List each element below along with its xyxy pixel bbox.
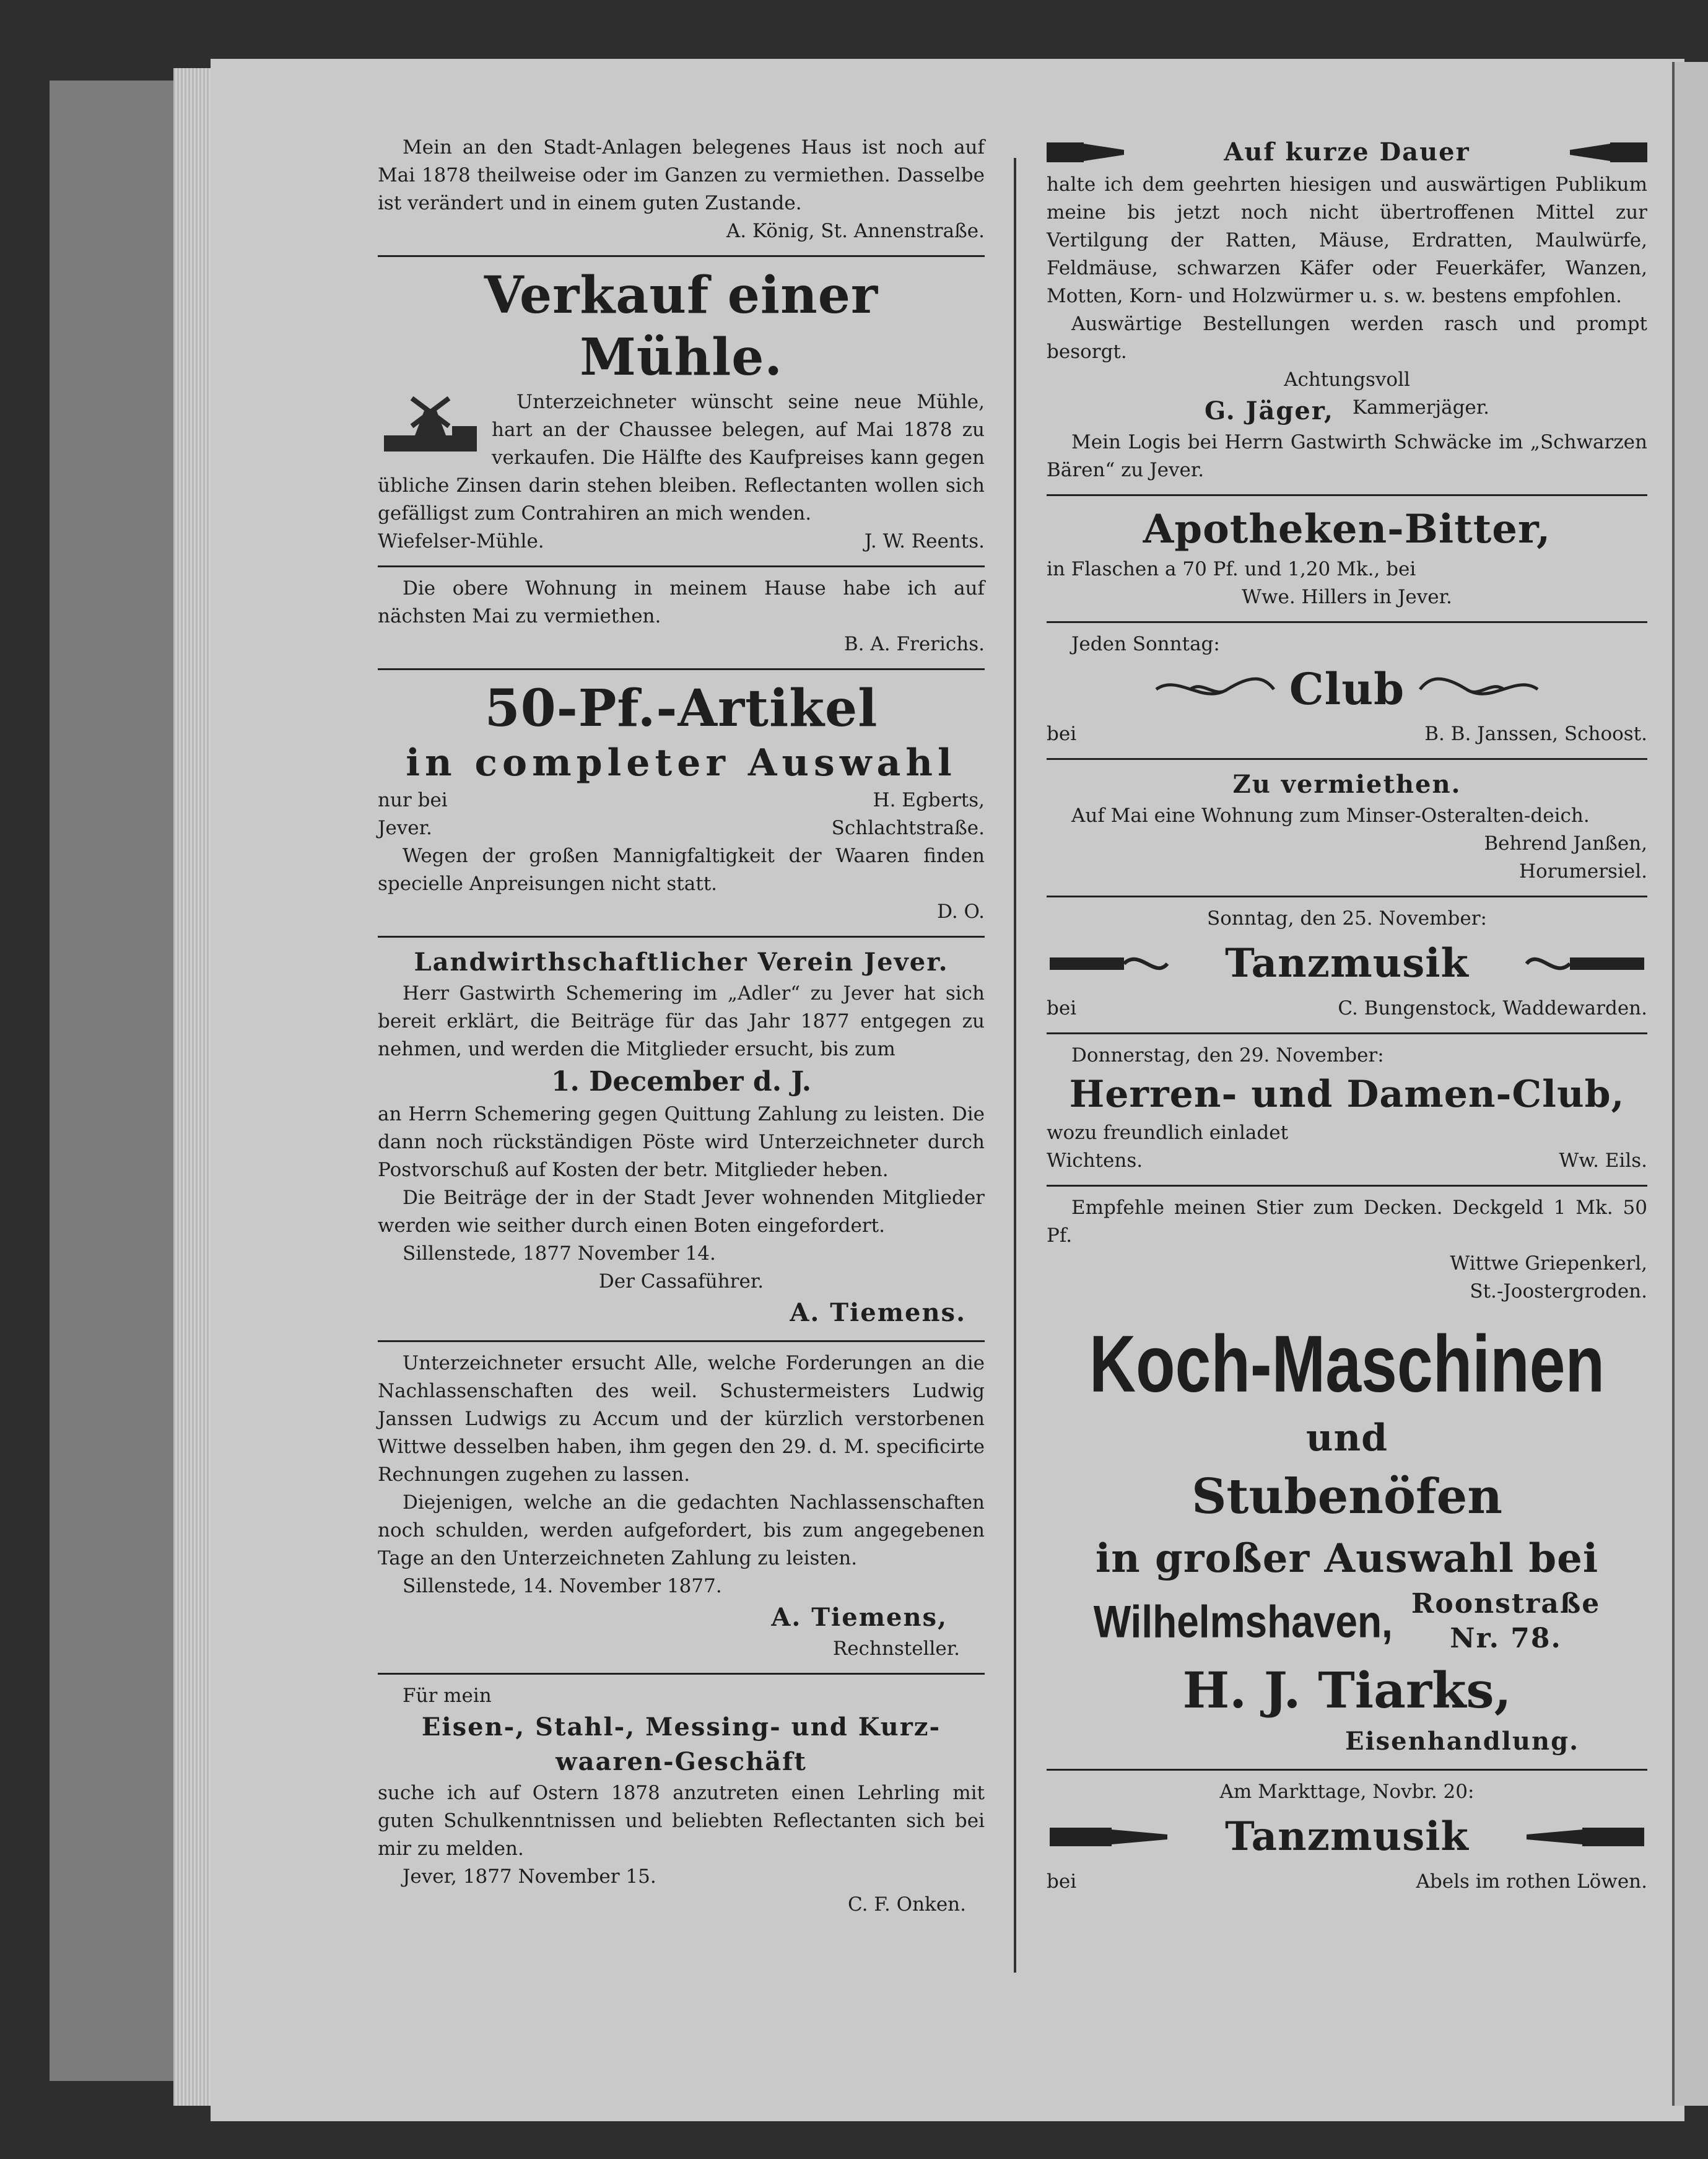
ad-text: Wegen der großen Mannigfaltigkeit der Waaren finden specielle Anpreisungen nicht statt. [378,845,985,895]
divider [378,936,985,938]
ad-date: 1. December d. J. [551,1066,812,1097]
windmill-icon [378,392,483,454]
divider [1047,896,1647,897]
ad-signature-row [1047,394,1647,429]
ad-text: an Herrn Schemering gegen Quittung Zahlung zu leisten. Die dann noch rückständigen Pöste wird Unterzeichneter durch Postvorschuß auf Kosten der betr. Mitglieder heben. [378,1103,985,1181]
divider [378,668,985,670]
ad-stoves [1047,1312,1647,1765]
ad-title: Auf kurze Dauer [1224,137,1470,167]
ad-signature: Wittwe Griepenkerl, [1450,1252,1647,1275]
ad-text: bei [1047,1870,1077,1893]
ad-text: Unterzeichneter ersucht Alle, welche Forderungen an die Nachlassenschaften des weil. Schustermeisters Ludwig Janssen Ludwigs zu Accum und der kürzlich verstorbenen Wittwe desselben haben, ihm gegen den 29. d. M. specificirte Rechnungen zugehen zu lassen. [378,1352,985,1486]
page-edges [173,68,211,2106]
ad-subtitle: in completer Auswahl [406,741,957,785]
divider [1047,1769,1647,1771]
ad-title: Verkauf einer Mühle. [484,266,879,387]
pointing-hand-right-icon [1047,134,1127,171]
divider [1047,494,1647,496]
ad-text: bei [1047,997,1077,1019]
pointing-hand-left-icon [1523,1818,1647,1856]
ad-signature: Behrend Janßen, [1484,832,1647,855]
divider [1047,758,1647,760]
ad-title: Club [1289,663,1405,715]
ad-text: halte ich dem geehrten hiesigen und auswärtigen Publikum meine bis jetzt noch nicht übertroffenen Mittel zur Vertilgung der Ratten, Mäuse, Erdratten, Maulwürfe, Feldmäuse, schwarzen Käfer oder Feuerkäfer, Wanzen, Motten, Korn- und Holzwürmer u. s. w. bestens empfohlen. [1047,173,1647,307]
ad-bitters [1047,500,1647,617]
right-column [1047,130,1647,1902]
ad-text: Die obere Wohnung in meinem Hause habe ich auf nächsten Mai zu vermiethen. [378,577,985,627]
ad-place: Sillenstede, 14. November 1877. [403,1575,722,1597]
ad-title: Herren- und Damen-Club, [1069,1073,1625,1116]
ad-place: Wichtens. [1047,1149,1143,1172]
divider [1047,1032,1647,1034]
ad-title: Koch-Maschinen [1089,1319,1605,1410]
book-spine [50,81,177,2081]
ad-signature: A. Tiemens. [790,1298,966,1327]
divider [378,565,985,567]
ad-signature: G. Jäger, [1204,396,1334,425]
divider [378,255,985,257]
ad-footer [1047,1147,1647,1175]
ad-title: Apotheken-Bitter, [1143,506,1551,552]
ad-street: Schlachtstraße. [831,817,985,839]
ad-pest-control [1047,130,1647,491]
ad-signature: A. König, St. Annenstraße. [726,220,985,242]
ad-place: Sillenstede, 1877 November 14. [403,1242,716,1265]
ad-header [1047,1806,1647,1868]
ad-line [378,787,985,814]
ad-footer [1047,720,1647,748]
pointing-hand-left-icon [1567,134,1647,171]
ad-title: Eisen-, Stahl-, Messing- und Kurz- [421,1712,941,1742]
ornament-icon [1153,671,1277,708]
ad-greeting: Achtungsvoll [1284,369,1410,391]
ad-title: Tanzmusik [1225,1813,1469,1860]
ad-text: und [1305,1416,1388,1460]
ad-upper-flat [378,571,985,665]
ad-role: Kammerjäger. [1352,396,1490,419]
ad-signature: Wwe. Hillers in Jever. [1242,586,1452,608]
ad-dance-sunday [1047,901,1647,1029]
ad-text: Herr Gastwirth Schemering im „Adler“ zu Jever hat sich bereit erklärt, die Beiträge für das Jahr 1877 entgegen zu nehmen, und werden die Mitglieder ersucht, bis zum [378,982,985,1060]
ad-trade: Eisenhandlung. [1344,1727,1579,1756]
ad-text: suche ich auf Ostern 1878 anzutreten einen Lehrling mit guten Schulkenntnissen und beliebten Reflectanten sich bei mir zu melden. [378,1782,985,1860]
ad-text: Jeden Sonntag: [1071,633,1220,655]
divider [378,1340,985,1342]
ad-text: Mein Logis bei Herrn Gastwirth Schwäcke im „Schwarzen Bären“ zu Jever. [1047,431,1647,481]
ad-text: in großer Auswahl bei [1095,1535,1599,1582]
ad-footer [378,528,985,556]
ad-place: Horumersiel. [1519,860,1647,883]
ad-house-rental [378,130,985,251]
ad-date: Donnerstag, den 29. November: [1071,1044,1384,1066]
ad-text: Mein an den Stadt-Anlagen belegenes Haus ist noch auf Mai 1878 theilweise oder im Ganzen zu vermiethen. Dasselbe ist verändert und in einem guten Zustande. [378,136,985,214]
ad-signature: B. B. Janssen, Schoost. [1424,723,1647,745]
ad-text: Auf Mai eine Wohnung zum Minser-Osteralten-deich. [1071,805,1590,827]
ad-text: Empfehle meinen Stier zum Decken. Deckgeld 1 Mk. 50 Pf. [1047,1197,1647,1247]
ad-text: Die Beiträge der in der Stadt Jever wohnenden Mitglieder werden wie seither durch einen Boten eingefordert. [378,1187,985,1237]
ad-name: H. Egberts, [873,789,985,811]
ad-title: waaren-Geschäft [556,1747,807,1776]
divider [1047,1185,1647,1187]
ad-address [1047,1587,1647,1656]
ad-bull [1047,1190,1647,1312]
ad-club-thursday [1047,1038,1647,1181]
ad-signature: D. O. [937,901,985,923]
ad-street: Roonstraße [1411,1588,1601,1620]
ad-name: H. J. Tiarks, [1182,1661,1512,1719]
adjacent-page-edge [1672,62,1708,2106]
ad-50pf-articles [378,674,985,932]
ad-role: Der Cassaführer. [598,1270,764,1293]
ad-signature: J. W. Reents. [864,530,985,552]
ad-text: in Flaschen a 70 Pf. und 1,20 Mk., bei [1047,558,1416,580]
ad-header [1047,933,1647,995]
ad-text: bei [1047,723,1077,745]
ad-place: St.-Joostergroden. [1470,1280,1647,1302]
ad-title: Tanzmusik [1225,940,1469,987]
ad-place: Jever, 1877 November 15. [403,1865,656,1888]
ad-signature: B. A. Frerichs. [843,633,985,655]
ad-footer [1047,1868,1647,1896]
ad-signature: Ww. Eils. [1559,1149,1647,1172]
ad-apprentice [378,1678,985,1925]
ad-farmers-association [378,941,985,1337]
ad-header [1047,658,1647,720]
ad-estate-claims [378,1346,985,1669]
pointing-hand-right-icon [1047,1818,1170,1856]
ad-mill-sale [378,261,985,562]
ad-place: Wiefelser-Mühle. [378,530,544,552]
divider [1047,621,1647,623]
left-column [378,130,985,1925]
ornament-icon [1523,945,1647,982]
ad-city: Wilhelmshaven, [1093,1595,1393,1647]
ad-text: nur bei [378,789,448,811]
ad-role: Rechnsteller. [832,1638,960,1660]
ad-signature: C. Bungenstock, Waddewarden. [1338,997,1647,1019]
ad-title: Landwirthschaftlicher Verein Jever. [414,948,949,977]
divider [378,1673,985,1675]
ad-footer [1047,995,1647,1023]
ad-flat-rental [1047,764,1647,892]
ad-dance-market [1047,1774,1647,1902]
ad-text: Auswärtige Bestellungen werden rasch und prompt besorgt. [1047,313,1647,363]
ad-number: Nr. 78. [1450,1623,1562,1654]
ad-text: wozu freundlich einladet [1047,1122,1289,1144]
ad-club-sunday [1047,627,1647,754]
ad-title: 50-Pf.-Artikel [484,679,878,738]
ad-title: Stubenöfen [1192,1468,1502,1525]
ornament-icon [1417,671,1541,708]
ad-place: Jever. [378,817,432,839]
ad-date: Am Markttage, Novbr. 20: [1219,1781,1475,1803]
ad-signature: A. Tiemens, [771,1603,948,1632]
ad-text: Diejenigen, welche an die gedachten Nachlassenschaften noch schulden, werden aufgefordert, bis zum angegebenen Tage an den Unterzeichneten Zahlung zu leisten. [378,1491,985,1569]
ad-date: Sonntag, den 25. November: [1207,907,1487,930]
ornament-icon [1047,945,1170,982]
ad-title: Zu vermiethen. [1232,770,1462,799]
column-divider [1014,158,1016,1973]
ad-text: Unterzeichneter wünscht seine neue Mühle, hart an der Chaussee belegen, auf Mai 1878 zu verkaufen. Die Hälfte des Kaufpreises kann gegen übliche Zinsen darin stehen bleiben. Reflectanten wollen sich gefälligst zum Contrahiren an mich wenden. [378,391,985,525]
ad-signature: C. F. Onken. [847,1893,966,1916]
ad-line [378,814,985,842]
ad-street-block [1411,1587,1600,1656]
ad-header [1047,134,1647,171]
ad-signature: Abels im rothen Löwen. [1416,1870,1647,1893]
ad-text: Für mein [403,1685,492,1707]
